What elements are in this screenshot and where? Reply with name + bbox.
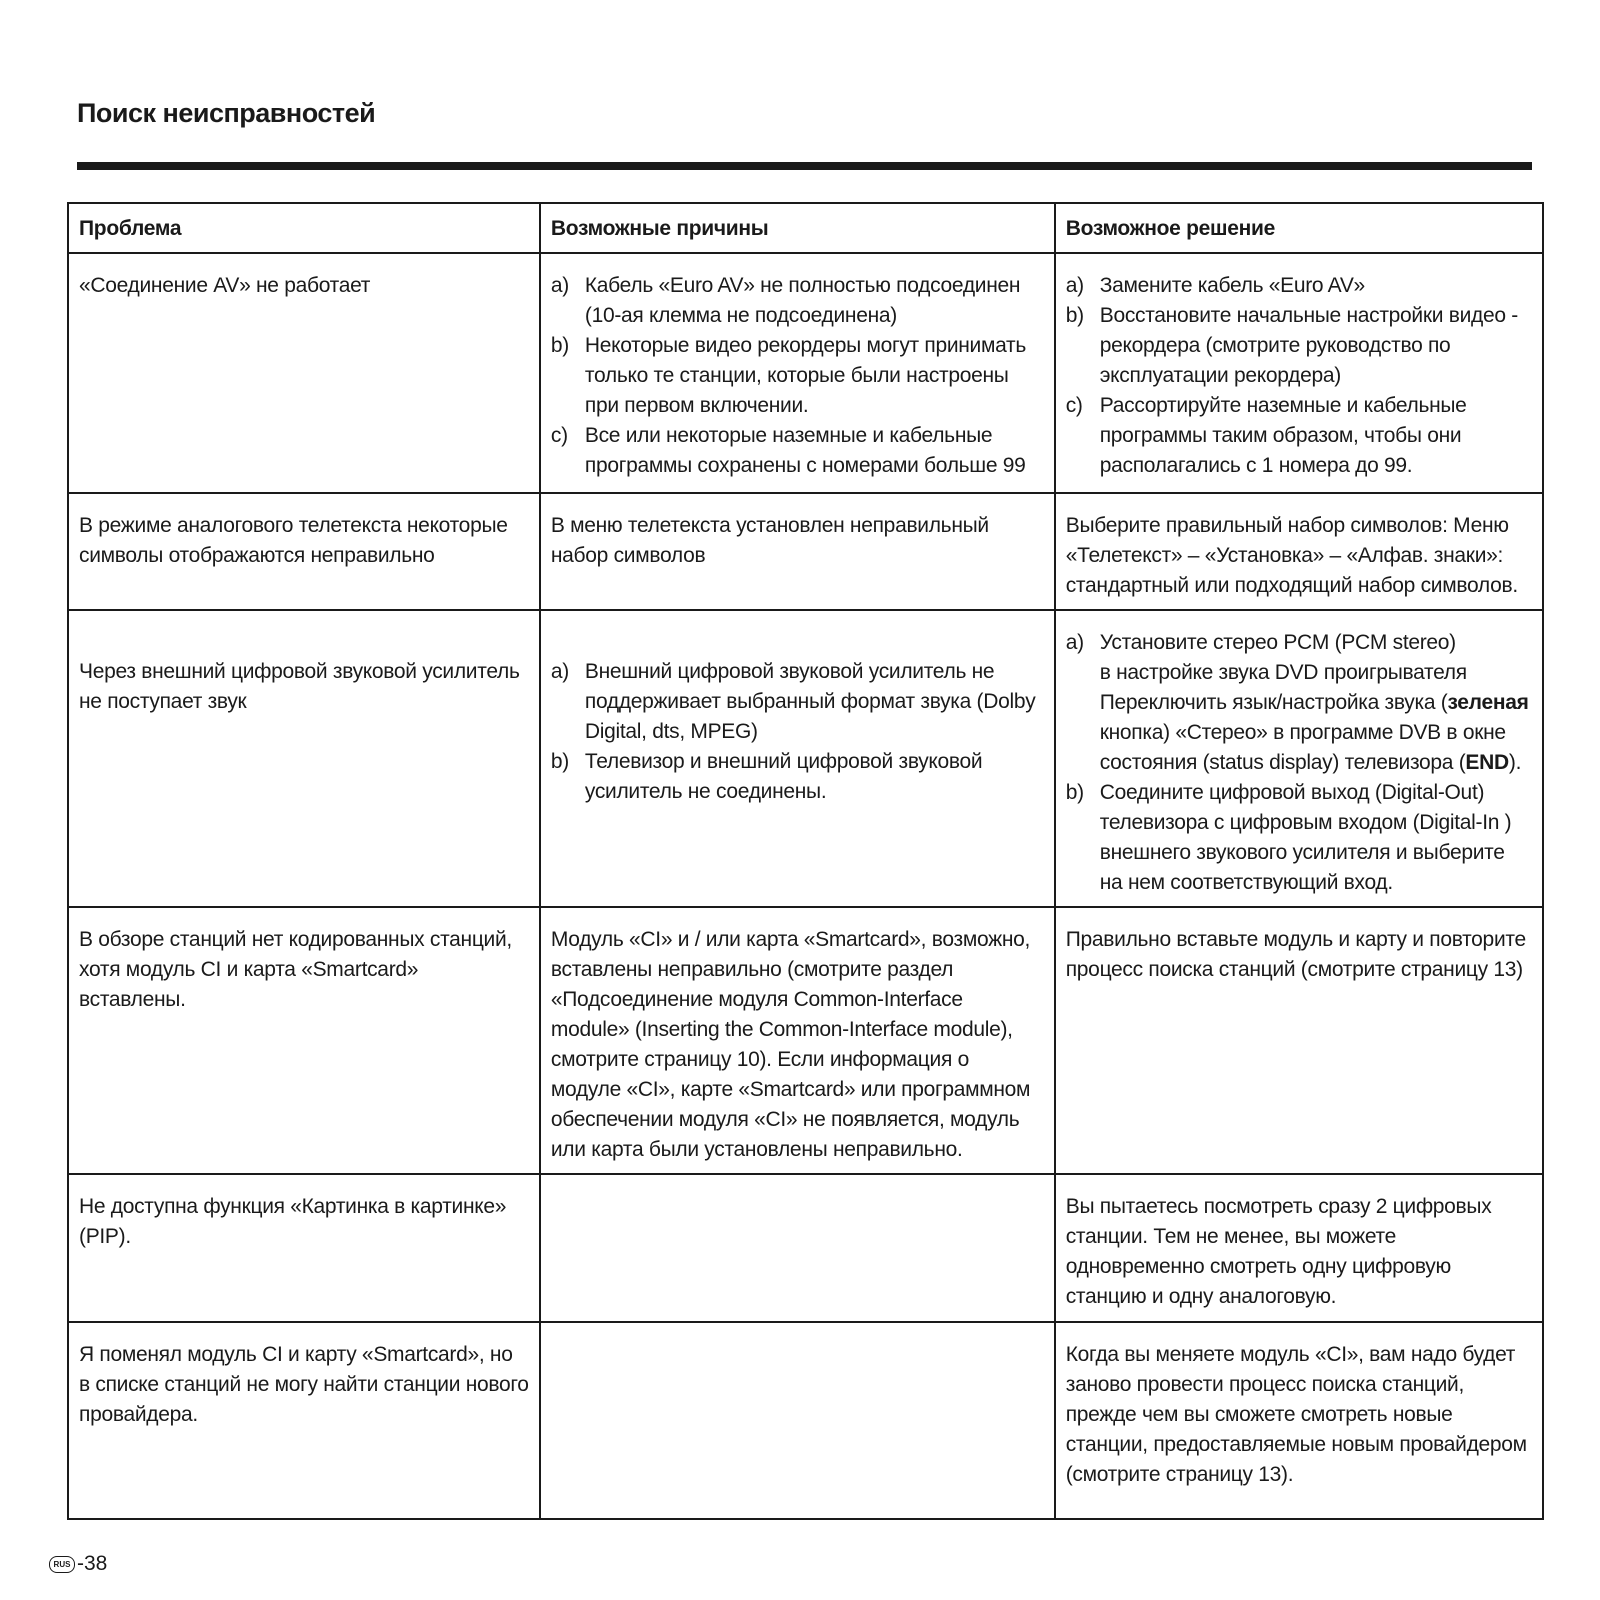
list-item: [551, 331, 1044, 421]
list-item: [1066, 628, 1532, 778]
problem-cell: Через внешний цифровой звуковой усилитель не поступает звук: [68, 610, 540, 907]
table-header-row: [68, 203, 1543, 253]
list-item: [1066, 391, 1532, 481]
causes-cell: [540, 253, 1055, 493]
list-marker: a): [550, 274, 569, 297]
solutions-list: [1066, 271, 1532, 481]
header-solution: Возможное решение: [1055, 203, 1543, 253]
solution-cell: Вы пытаетесь посмотреть сразу 2 цифровых станции. Тем не менее, вы можете одновременно смотреть одну цифровую станцию и одну аналоговую.: [1055, 1174, 1543, 1322]
causes-cell: [540, 1322, 1055, 1519]
language-badge-icon: RUS: [49, 1556, 75, 1573]
solution-cell: Когда вы меняете модуль «CI», вам надо будет заново провести процесс поиска станций, прежде чем вы сможете смотреть новые станции, предоставляемые новым провайдером (смотрите страницу 13).: [1055, 1322, 1543, 1519]
list-text: Все или некоторые наземные и кабельные программы сохранены с номерами больше 99: [584, 424, 1026, 477]
list-marker: a): [550, 660, 569, 683]
table-row: [68, 1322, 1543, 1519]
problem-cell: Я поменял модуль CI и карту «Smartcard», но в списке станций не могу найти станции нового провайдера.: [68, 1322, 540, 1519]
page-title: Поиск неисправностей: [77, 98, 376, 128]
solution-cell: [1055, 253, 1543, 493]
causes-cell: Модуль «CI» и / или карта «Smartcard», возможно, вставлены неправильно (смотрите раздел «Подсоединение модуля Common-Interface module» (Inserting the Common-Interface module), смотрите страницу 10). Если информация о модуле «CI», карте «Smartcard» или программном обеспечении модуля «CI» не появляется, модуль или карта были установлены неправильно.: [540, 907, 1055, 1174]
list-item: [551, 747, 1044, 807]
list-text: Соедините цифровой выход (Digital-Out) телевизора с цифровым входом (Digital-In ) внешнего звукового усилителя и выберите на нем соответствующий вход.: [1099, 781, 1512, 894]
list-text: Рассортируйте наземные и кабельные программы таким образом, чтобы они располагались с 1 номера до 99.: [1099, 394, 1467, 477]
table-row: [68, 493, 1543, 610]
list-text: Переключить язык/настройка звука (: [1099, 691, 1448, 714]
solutions-list: [1066, 628, 1532, 898]
solution-cell: [1055, 610, 1543, 907]
list-text: Восстановите начальные настройки видео - рекордера (смотрите руководство по эксплуатации рекордера): [1099, 304, 1518, 387]
list-item: [1066, 271, 1532, 301]
list-text: Замените кабель «Euro AV»: [1099, 274, 1365, 297]
table-row: [68, 1174, 1543, 1322]
page-footer: [49, 1552, 107, 1576]
list-text: ).: [1508, 751, 1522, 774]
troubleshooting-table: [67, 202, 1544, 1520]
list-item: [551, 421, 1044, 481]
table-row: [68, 610, 1543, 907]
list-marker: b): [550, 750, 569, 773]
causes-cell: [540, 1174, 1055, 1322]
list-marker: b): [1065, 304, 1084, 327]
problem-cell: В режиме аналогового телетекста некоторые символы отображаются неправильно: [68, 493, 540, 610]
problem-cell: В обзоре станций нет кодированных станций, хотя модуль CI и карта «Smartcard» вставлены.: [68, 907, 540, 1174]
list-marker: b): [550, 334, 569, 357]
list-text: Кабель «Euro AV» не полностью подсоединен (10-ая клемма не подсоединена): [584, 274, 1021, 327]
table-row: [68, 253, 1543, 493]
list-item: [551, 657, 1044, 747]
page-number: -38: [77, 1552, 108, 1575]
list-marker: a): [1065, 631, 1084, 654]
causes-list: [551, 271, 1044, 481]
causes-cell: В меню телетекста установлен неправильный набор символов: [540, 493, 1055, 610]
table-row: [68, 907, 1543, 1174]
bold-text: зеленая: [1447, 691, 1529, 714]
list-text: Телевизор и внешний цифровой звуковой усилитель не соединены.: [584, 750, 983, 803]
header-problem: Проблема: [68, 203, 540, 253]
list-text: Установите стерео PCM (PCM stereo): [1099, 631, 1456, 654]
list-text: Внешний цифровой звуковой усилитель не поддерживает выбранный формат звука (Dolby Digital, dts, MPEG): [584, 660, 1036, 743]
header-causes: Возможные причины: [540, 203, 1055, 253]
causes-list: [551, 657, 1044, 807]
list-text: Некоторые видео рекордеры могут принимать только те станции, которые были настроены при первом включении.: [584, 334, 1026, 417]
list-marker: a): [1065, 274, 1084, 297]
list-item: [1066, 778, 1532, 898]
list-marker: b): [1065, 781, 1084, 804]
list-marker: c): [550, 424, 568, 447]
list-item: [551, 271, 1044, 331]
title-divider: [77, 162, 1532, 170]
list-marker: c): [1065, 394, 1083, 417]
solution-cell: Правильно вставьте модуль и карту и повторите процесс поиска станций (смотрите страницу 13): [1055, 907, 1543, 1174]
list-text: кнопка) «Стерео» в программе DVB в окне состояния (status display) телевизора (: [1099, 721, 1506, 774]
list-text: в настройке звука DVD проигрывателя: [1099, 661, 1467, 684]
bold-text: END: [1465, 751, 1509, 774]
list-item: [1066, 301, 1532, 391]
problem-cell: «Соединение AV» не работает: [68, 253, 540, 493]
solution-cell: Выберите правильный набор символов: Меню «Телетекст» – «Установка» – «Алфав. знаки»: стандартный или подходящий набор символов.: [1055, 493, 1543, 610]
problem-cell: Не доступна функция «Картинка в картинке» (PIP).: [68, 1174, 540, 1322]
causes-cell: [540, 610, 1055, 907]
